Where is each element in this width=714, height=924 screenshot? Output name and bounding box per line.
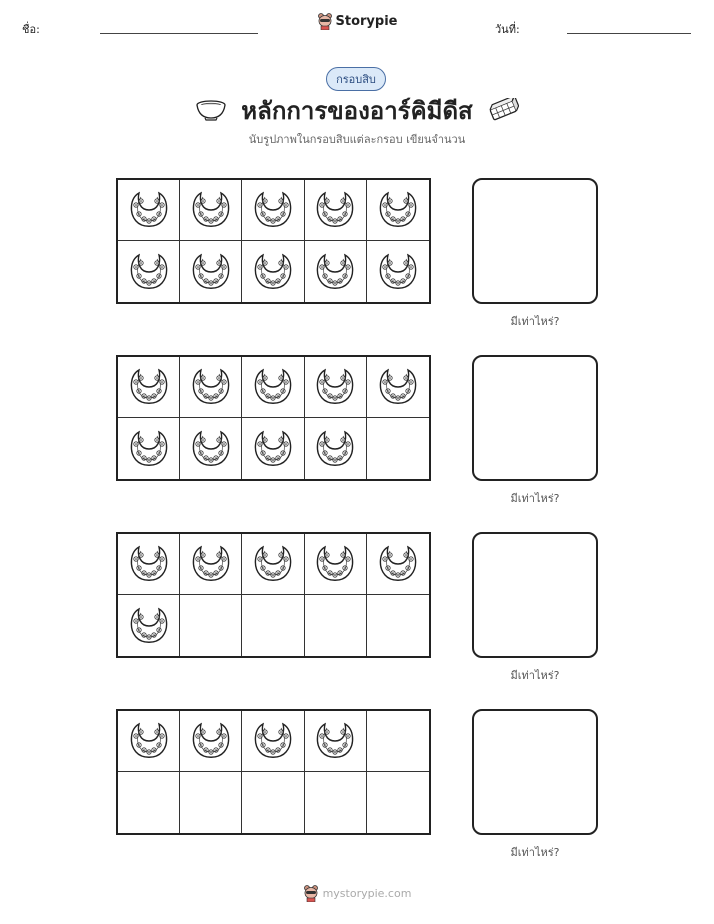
frame-cell <box>180 772 242 833</box>
ten-frame-3 <box>116 532 431 658</box>
frame-cell <box>242 534 304 595</box>
decorated-crescent-icon <box>128 720 170 762</box>
question-label-2: มีเท่าไหร่? <box>510 492 560 505</box>
decorated-crescent-icon <box>252 720 294 762</box>
answer-box-4[interactable] <box>472 709 598 835</box>
frame-cell <box>180 711 242 772</box>
decorated-crescent-icon <box>377 543 419 585</box>
bowl-icon <box>195 99 227 121</box>
frame-cell <box>367 772 429 833</box>
frame-cell <box>242 241 304 302</box>
frame-cell <box>305 357 367 418</box>
frame-cell <box>118 418 180 479</box>
decorated-crescent-icon <box>190 251 232 293</box>
frame-cell <box>367 357 429 418</box>
date-label: วันที่: <box>495 23 520 36</box>
date-field-line[interactable] <box>567 33 691 34</box>
decorated-crescent-icon <box>128 366 170 408</box>
title-row <box>0 92 714 128</box>
decorated-crescent-icon <box>128 189 170 231</box>
brand-name: Storypie <box>335 13 398 29</box>
decorated-crescent-icon <box>190 720 232 762</box>
decorated-crescent-icon <box>190 189 232 231</box>
answer-box-2[interactable] <box>472 355 598 481</box>
decorated-crescent-icon <box>377 251 419 293</box>
question-label-3: มีเท่าไหร่? <box>510 669 560 682</box>
decorated-crescent-icon <box>190 366 232 408</box>
frame-cell <box>180 595 242 656</box>
brand-logo <box>0 12 714 30</box>
question-label-1: มีเท่าไหร่? <box>510 315 560 328</box>
frame-cell <box>305 241 367 302</box>
frame-cell <box>305 180 367 241</box>
decorated-crescent-icon <box>128 605 170 647</box>
frame-cell <box>180 241 242 302</box>
answer-box-1[interactable] <box>472 178 598 304</box>
ten-frame-1 <box>116 178 431 304</box>
decorated-crescent-icon <box>190 428 232 470</box>
decorated-crescent-icon <box>377 189 419 231</box>
frame-cell <box>367 418 429 479</box>
frame-cell <box>305 711 367 772</box>
decorated-crescent-icon <box>377 366 419 408</box>
frame-cell <box>118 711 180 772</box>
frame-cell <box>367 595 429 656</box>
frame-cell <box>118 595 180 656</box>
frame-cell <box>118 772 180 833</box>
frame-cell <box>367 241 429 302</box>
frame-cell <box>242 357 304 418</box>
frame-cell <box>180 534 242 595</box>
frame-cell <box>242 711 304 772</box>
frame-cell <box>180 418 242 479</box>
frame-cell <box>367 180 429 241</box>
frame-cell <box>118 180 180 241</box>
frame-cell <box>242 595 304 656</box>
name-label: ชื่อ: <box>22 23 40 36</box>
decorated-crescent-icon <box>252 543 294 585</box>
decorated-crescent-icon <box>314 543 356 585</box>
decorated-crescent-icon <box>314 189 356 231</box>
page-title: หลักการของอาร์คิมีดีส <box>241 96 473 125</box>
frame-cell <box>305 595 367 656</box>
decorated-crescent-icon <box>252 189 294 231</box>
decorated-crescent-icon <box>190 543 232 585</box>
frame-cell <box>242 180 304 241</box>
frame-cell <box>305 534 367 595</box>
decorated-crescent-icon <box>252 366 294 408</box>
mascot-icon <box>303 884 319 902</box>
name-field-line[interactable] <box>100 33 258 34</box>
frame-cell <box>367 711 429 772</box>
answer-box-3[interactable] <box>472 532 598 658</box>
frame-cell <box>118 357 180 418</box>
decorated-crescent-icon <box>314 251 356 293</box>
question-label-4: มีเท่าไหร่? <box>510 846 560 859</box>
decorated-crescent-icon <box>314 366 356 408</box>
frame-cell <box>305 772 367 833</box>
footer <box>0 884 714 902</box>
frame-cell <box>242 418 304 479</box>
frame-cell <box>242 772 304 833</box>
decorated-crescent-icon <box>314 428 356 470</box>
frame-cell <box>180 357 242 418</box>
decorated-crescent-icon <box>128 428 170 470</box>
frame-cell <box>305 418 367 479</box>
decorated-crescent-icon <box>128 543 170 585</box>
decorated-crescent-icon <box>252 428 294 470</box>
footer-url: mystorypie.com <box>322 886 412 900</box>
stone-block-icon <box>487 98 519 122</box>
decorated-crescent-icon <box>128 251 170 293</box>
ten-frame-2 <box>116 355 431 481</box>
frame-cell <box>118 241 180 302</box>
mascot-icon <box>317 12 333 30</box>
frame-cell <box>180 180 242 241</box>
decorated-crescent-icon <box>314 720 356 762</box>
frame-cell <box>367 534 429 595</box>
instructions: นับรูปภาพในกรอบสิบแต่ละกรอบ เขียนจำนวน <box>248 133 466 146</box>
frame-cell <box>118 534 180 595</box>
topic-tag: กรอบสิบ <box>326 67 386 91</box>
decorated-crescent-icon <box>252 251 294 293</box>
ten-frame-4 <box>116 709 431 835</box>
